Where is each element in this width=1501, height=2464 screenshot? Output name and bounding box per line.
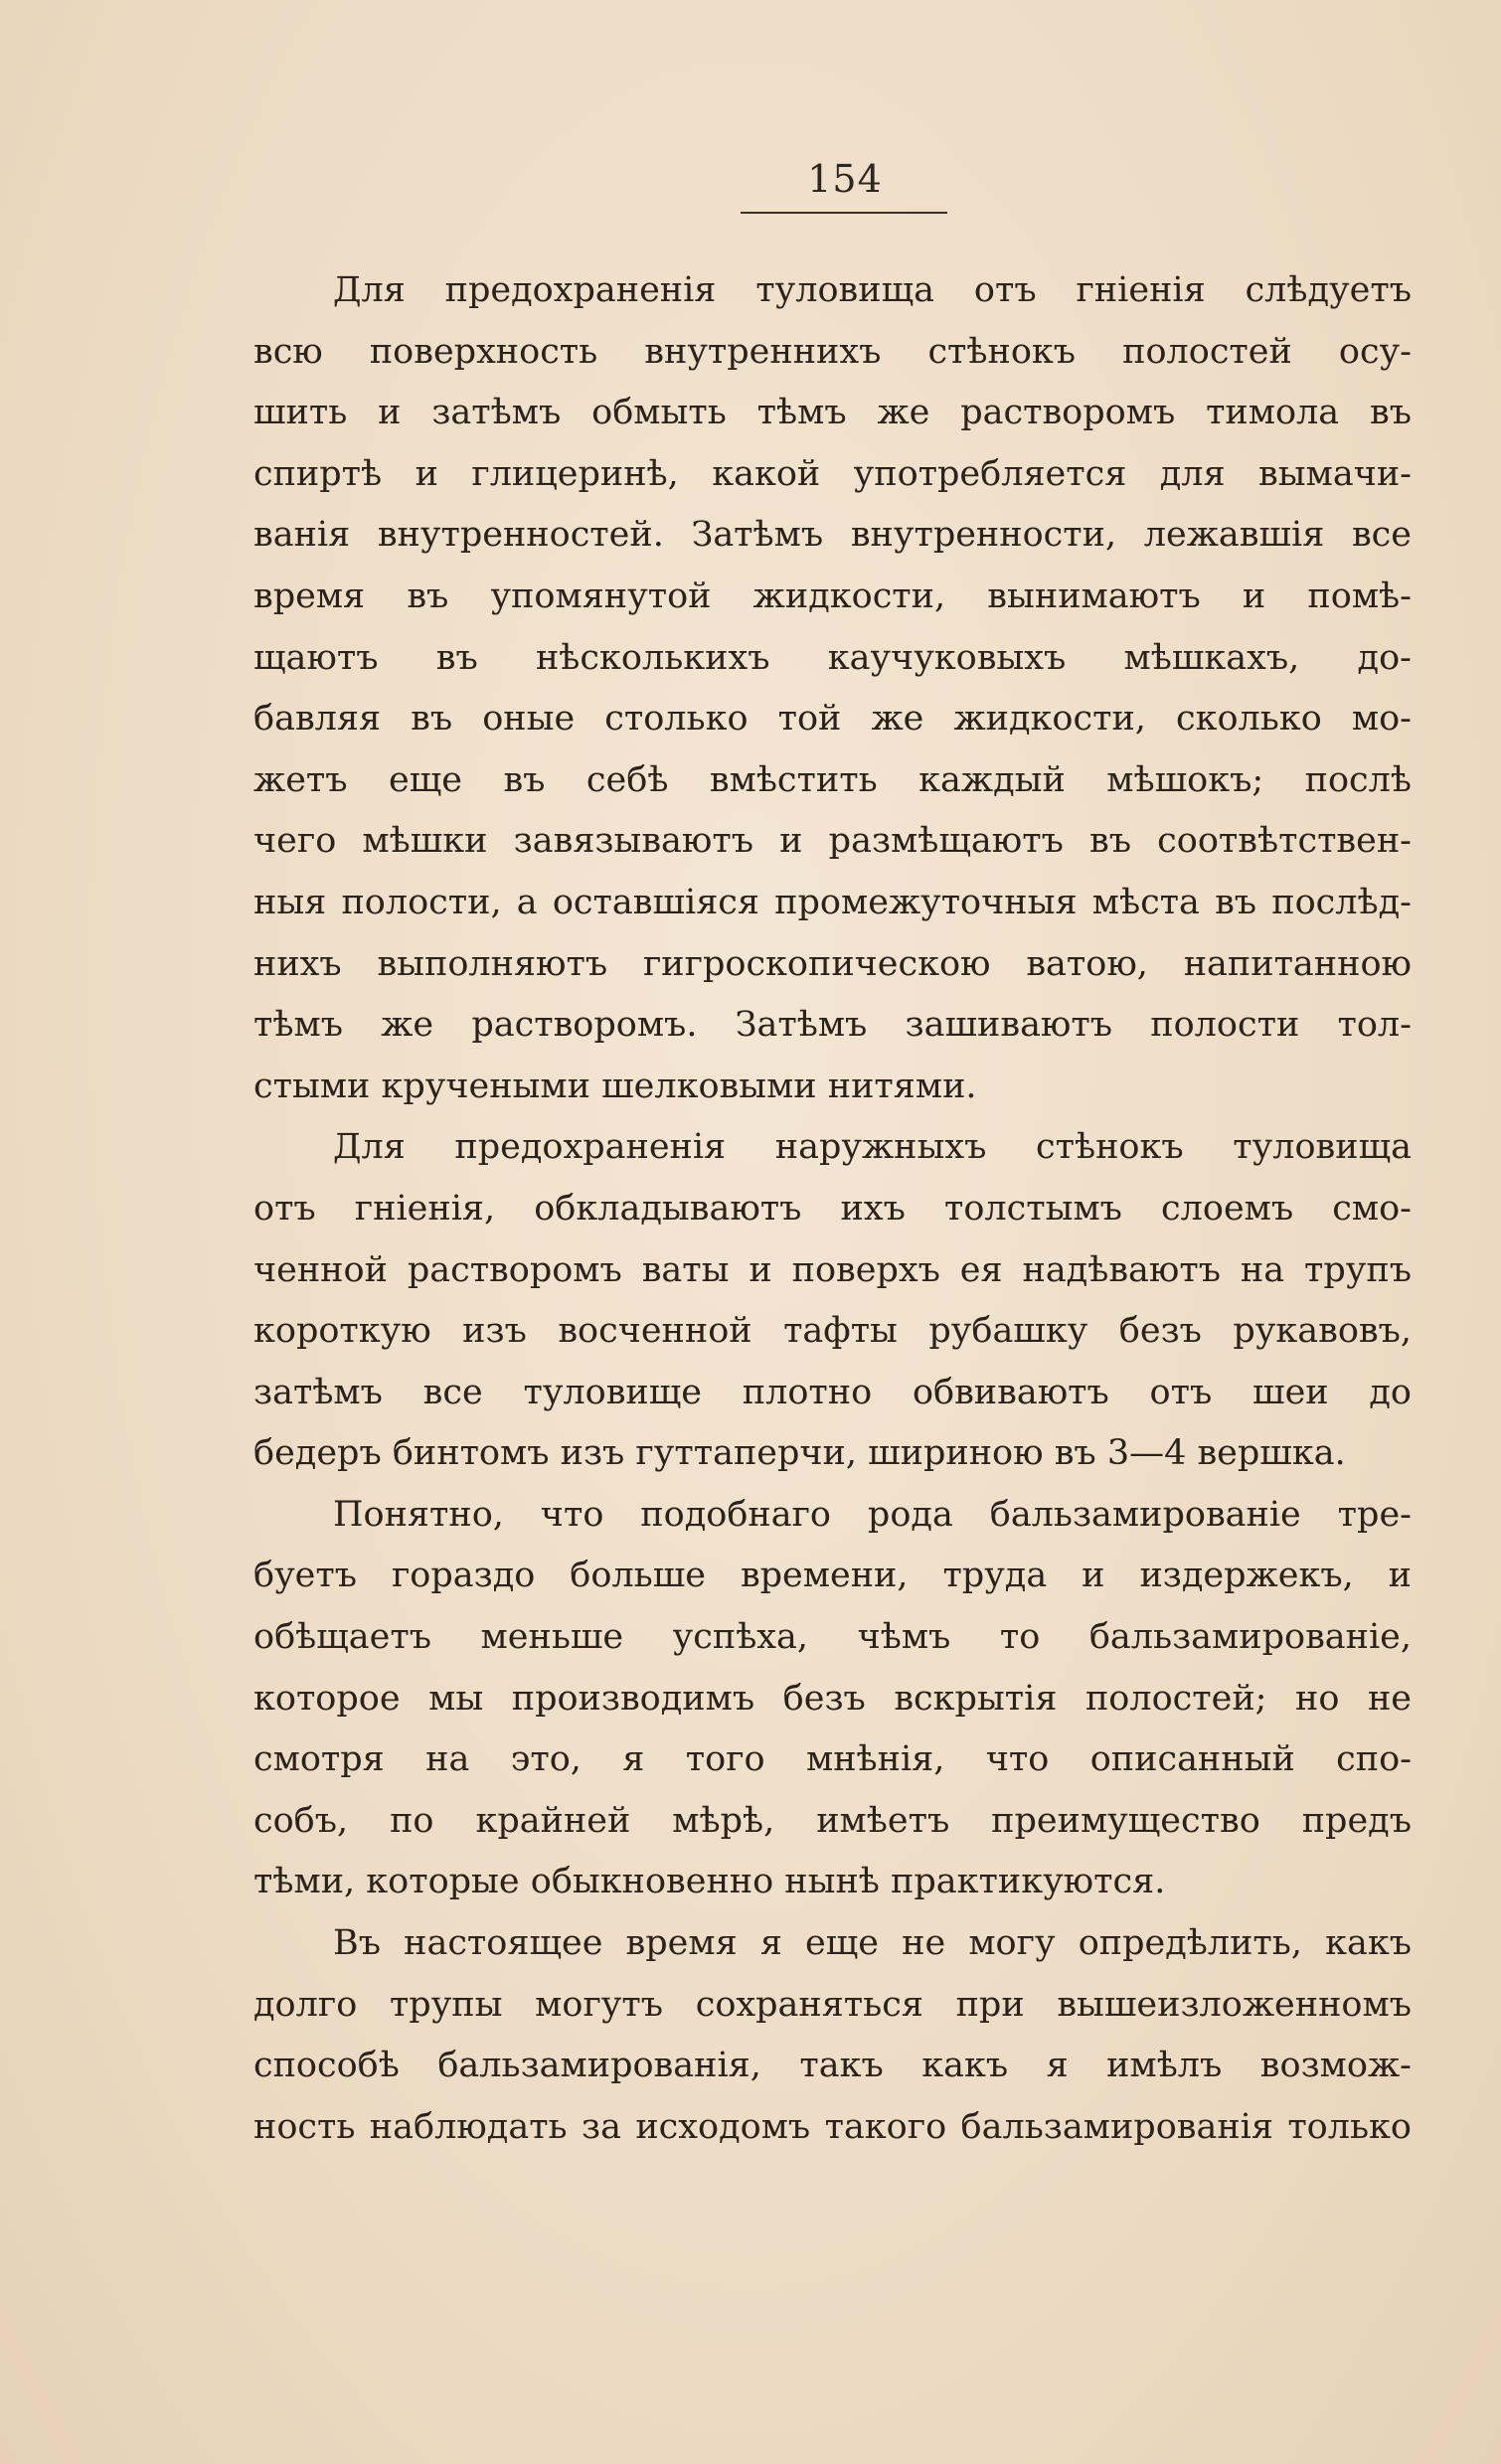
text-line: Въ настоящее время я еще не могу опредѣлить, какъ (333, 1923, 1412, 1964)
text-line: способѣ бальзамированія, такъ какъ я имѣлъ возмож- (253, 2046, 1412, 2086)
text-line: Для предохраненія наружныхъ стѣнокъ туловища (333, 1127, 1412, 1168)
page-number: 154 (807, 157, 883, 201)
text-line: всю поверхность внутреннихъ стѣнокъ полостей осу- (253, 331, 1412, 372)
paragraph-3 (253, 1485, 1412, 1913)
text-line: бедеръ бинтомъ изъ гуттаперчи, шириною въ 3—4 вершка. (253, 1433, 1346, 1474)
page-number-rule (741, 212, 947, 214)
text-line: стыми кручеными шелковыми нитями. (253, 1066, 977, 1106)
text-line: шить и затѣмъ обмыть тѣмъ же растворомъ тимола въ (253, 393, 1412, 433)
text-line: Понятно, что подобнаго рода бальзамированіе тре- (333, 1494, 1412, 1535)
text-line: чего мѣшки завязываютъ и размѣщаютъ въ соотвѣтствен- (253, 821, 1412, 862)
text-line: обѣщаетъ меньше успѣха, чѣмъ то бальзамированіе, (253, 1617, 1412, 1658)
text-line: спиртѣ и глицеринѣ, какой употребляется для вымачи- (253, 453, 1412, 494)
text-line: ченной растворомъ ваты и поверхъ ея надѣваютъ на трупъ (253, 1249, 1412, 1290)
text-line: долго трупы могутъ сохраняться при вышеизложенномъ (253, 1984, 1412, 2025)
text-line: которое мы производимъ безъ вскрытія полостей; но не (253, 1678, 1412, 1719)
body-text (253, 260, 1412, 2158)
text-line: буетъ гораздо больше времени, труда и издержекъ, и (253, 1556, 1412, 1596)
text-line: бавляя въ оные столько той же жидкости, сколько мо- (253, 699, 1412, 739)
text-line: ванія внутренностей. Затѣмъ внутренности, лежавшія все (253, 515, 1412, 556)
text-line: жетъ еще въ себѣ вмѣстить каждый мѣшокъ; послѣ (253, 759, 1412, 800)
text-line: ность наблюдать за исходомъ такого бальзамированія только (253, 2106, 1412, 2147)
text-line: собъ, по крайней мѣрѣ, имѣетъ преимущество предъ (253, 1800, 1412, 1841)
text-line: Для предохраненія туловища отъ гніенія слѣдуетъ (333, 270, 1412, 310)
text-line: время въ упомянутой жидкости, вынимаютъ и помѣ- (253, 575, 1412, 616)
text-line: смотря на это, я того мнѣнія, что описанный спо- (253, 1739, 1412, 1780)
text-line: отъ гніенія, обкладываютъ ихъ толстымъ слоемъ смо- (253, 1188, 1412, 1229)
text-line: нихъ выполняютъ гигроскопическою ватою, напитанною (253, 943, 1412, 984)
text-line: тѣми, которые обыкновенно нынѣ практикуются. (253, 1862, 1166, 1902)
text-line: короткую изъ восченной тафты рубашку безъ рукавовъ, (253, 1311, 1412, 1352)
paragraph-4 (253, 1913, 1412, 2158)
paragraph-1 (253, 260, 1412, 1117)
text-line: ныя полости, а оставшіяся промежуточныя мѣста въ послѣд- (253, 882, 1412, 922)
text-line: тѣмъ же растворомъ. Затѣмъ зашиваютъ полости тол- (253, 1005, 1412, 1046)
text-line: затѣмъ все туловище плотно обвиваютъ отъ шеи до (253, 1372, 1412, 1412)
paragraph-2 (253, 1117, 1412, 1485)
text-line: щаютъ въ нѣсколькихъ каучуковыхъ мѣшкахъ, до- (253, 637, 1412, 678)
